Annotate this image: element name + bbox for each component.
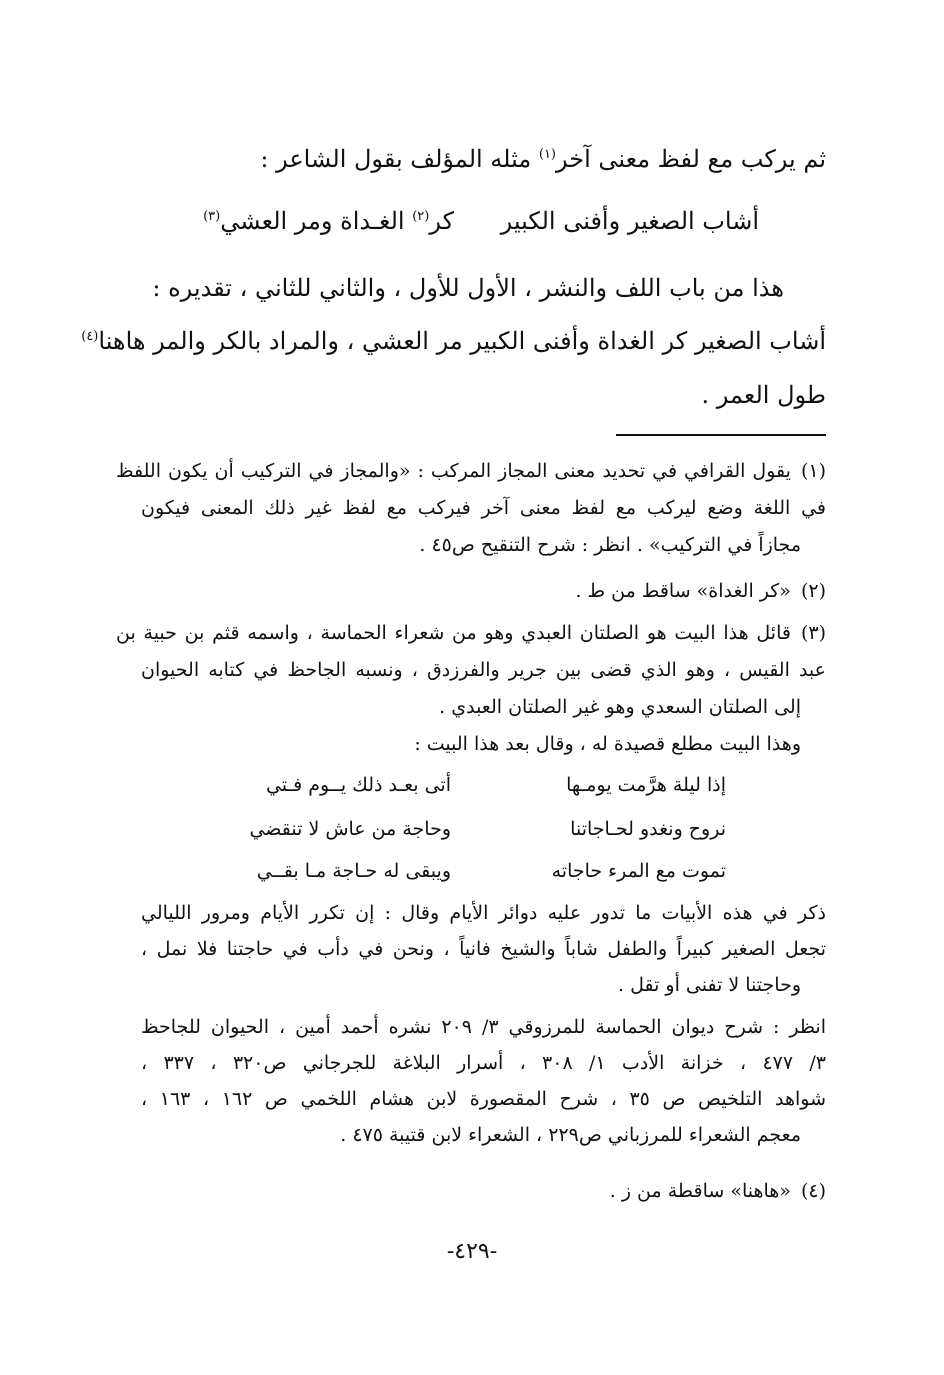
- footnote-1-line-1: [116, 458, 826, 484]
- footnote-ref-4: (٤): [81, 329, 99, 344]
- poem-line-1-right: إذا ليلة هرَّمت يومـها: [566, 774, 726, 796]
- footnote-ref-2: (٢): [412, 209, 430, 224]
- footnote-3-line-2: عبد القيس ، وهو الذي قضى بين جرير والفرزدق ، ونسبه الجاحظ في كتابه الحيوان: [141, 659, 826, 681]
- footnote-3-line-1-text: قائل هذا البيت هو الصلتان العبدي وهو من شعراء الحماسة ، واسمه قثم بن حبية بن: [116, 622, 791, 644]
- main-text-line-1-start: ثم يركب مع لفظ معنى آخر: [556, 145, 826, 173]
- verse-second-hemistich: [203, 206, 454, 236]
- poem-line-3-left: ويبقى له حـاجة مـا بقــي: [256, 860, 451, 882]
- page-number: -٤٢٩-: [446, 1239, 498, 1264]
- footnote-4-line: [610, 1178, 826, 1204]
- poem-line-2-right: نروح ونغدو لحـاجاتنا: [570, 818, 726, 840]
- footnote-2-text: «كر الغداة» ساقط من ط .: [575, 580, 791, 602]
- footnote-3-line-8: انظر : شرح ديوان الحماسة للمرزوقي ٣/ ٢٠٩ نشره أحمد أمين ، الحيوان للجاحظ: [141, 1016, 826, 1038]
- footnote-3-line-1: [116, 620, 826, 646]
- poem-line-3-right: تموت مع المرء حاجاته: [551, 860, 726, 882]
- footnote-3-line-3: إلى الصلتان السعدي وهو غير الصلتان العبدي .: [439, 696, 801, 718]
- footnote-2: [116, 578, 826, 608]
- verse-second-hemistich-b: الغـداة ومر العشي: [220, 207, 413, 235]
- verse-first-hemistich: أشاب الصغير وأفنى الكبير: [500, 207, 759, 235]
- footnote-4-text: «هاهنا» ساقطة من ز .: [609, 1180, 791, 1202]
- main-paragraph-line-2: [81, 326, 826, 356]
- footnote-4: [116, 1162, 826, 1202]
- footnote-1-line-1-text: يقول القرافي في تحديد معنى المجاز المركب : «والمجاز في التركيب أن يكون اللفظ: [116, 460, 791, 482]
- footnote-4-number: (٤): [800, 1180, 826, 1202]
- footnote-divider: [616, 434, 826, 436]
- main-text-line-1: [260, 144, 826, 174]
- footnote-3-line-10: شواهد التلخيص ص ٣٥ ، شرح المقصورة لابن هشام اللخمي ص ١٦٢ ، ١٦٣ ،: [141, 1088, 827, 1110]
- footnote-3: [116, 620, 826, 1180]
- footnote-3-line-11: معجم الشعراء للمرزباني ص٢٢٩ ، الشعراء لابن قتيبة ٤٧٥ .: [340, 1124, 801, 1146]
- main-paragraph-line-2-text: أشاب الصغير كر الغداة وأفنى الكبير مر العشي ، والمراد بالكر والمر هاهنا: [98, 327, 826, 355]
- footnote-ref-1: (١): [538, 147, 556, 162]
- footnote-1-line-3: مجازاً في التركيب» . انظر : شرح التنقيح ص٤٥ .: [419, 534, 801, 556]
- footnote-3-line-4: وهذا البيت مطلع قصيدة له ، وقال بعد هذا البيت :: [414, 733, 801, 755]
- footnote-3-line-9: ٣/ ٤٧٧ ، خزانة الأدب ١/ ٣٠٨ ، أسرار البلاغة للجرجاني ص٣٢٠ ، ٣٣٧ ،: [141, 1052, 826, 1074]
- footnote-3-line-7: وحاجتنا لا تفنى أو تقل .: [618, 974, 801, 996]
- footnote-1: [116, 458, 826, 563]
- footnote-1-number: (١): [800, 460, 826, 482]
- poem-line-2-left: وحاجة من عاش لا تنقضي: [249, 818, 451, 840]
- main-text-line-1-end: مثله المؤلف بقول الشاعر :: [260, 145, 539, 173]
- footnote-3-line-6: تجعل الصغير كبيراً والطفل شاباً والشيخ فانياً ، ونحن في دأب في حاجتنا فلا نمل ،: [141, 938, 826, 960]
- main-paragraph-line-3: طول العمر .: [701, 381, 826, 409]
- footnote-1-line-2: في اللغة وضع ليركب مع لفظ معنى آخر فيركب مع لفظ غير ذلك المعنى فيكون: [141, 497, 826, 519]
- footnote-2-number: (٢): [800, 580, 826, 602]
- footnote-3-line-5: ذكر في هذه الأبيات ما تدور عليه دوائر الأيام وقال : إن تكرر الأيام ومرور الليالي: [141, 902, 826, 924]
- footnote-2-line: [575, 578, 826, 604]
- poem-line-1-left: أتى بعـد ذلك يــوم فـتي: [265, 774, 451, 796]
- footnote-3-number: (٣): [800, 622, 826, 644]
- footnote-ref-3: (٣): [203, 209, 221, 224]
- verse-second-hemistich-a: كر: [429, 207, 454, 235]
- main-paragraph-line-1: هذا من باب اللف والنشر ، الأول للأول ، والثاني للثاني ، تقديره :: [152, 274, 784, 302]
